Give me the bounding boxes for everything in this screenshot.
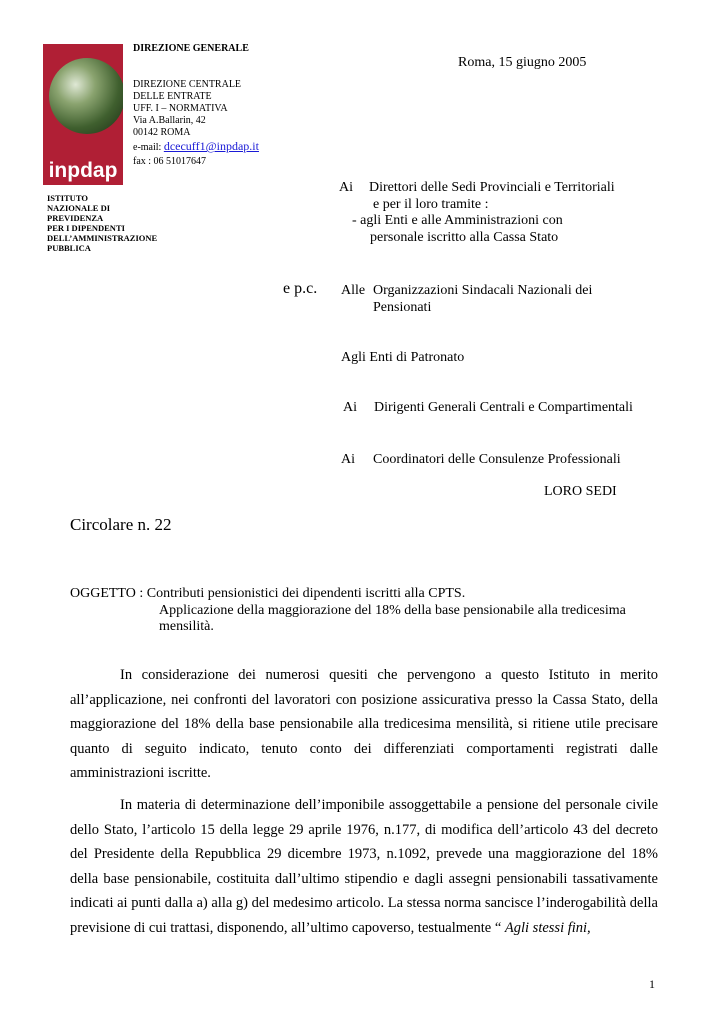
email-line: e-mail: dcecuff1@inpdap.it (133, 139, 259, 153)
page-number: 1 (649, 977, 655, 991)
oggetto-line2: Applicazione della maggiorazione del 18% della base pensionabile alla tredicesima (159, 603, 626, 618)
oggetto-line3: mensilità. (159, 619, 214, 634)
oggetto-line1: OGGETTO : Contributi pensionistici dei dipendenti iscritti alla CPTS. (70, 586, 466, 601)
paragraph-2: In materia di determinazione dell’imponibile assoggettabile a pensione del personale civile dello Stato, l’articolo 15 della legge 29 aprile 1976, n.177, di modifica dell’articolo 43 del decreto del Presidente della Repubblica 29 dicembre 1973, n.1092, prevede una maggiorazione del 18% della base pensionabile, costituita dall’ultimo stipendio e dagli assegni pensionabili tassativamente indicati ai punti dalla a) alla g) del medesimo articolo. La stessa norma sancisce l’inderogabilità della previsione di cui trattasi, disponendo, all’ultimo capoverso, testualmente “ Agli stessi fini, (70, 796, 658, 936)
recipient-alle-prefix: Alle (341, 283, 366, 298)
oggetto-label: OGGETTO : (70, 586, 147, 601)
recipient-pensionati: Pensionati (373, 300, 432, 315)
recipient-patronato: Agli Enti di Patronato (341, 350, 465, 365)
office-address: DIREZIONE CENTRALE DELLE ENTRATE UFF. I – NORMATIVA Via A.Ballarin, 42 00142 ROMA e-mail: dcecuff1@inpdap.it fax : 06 51017647 (133, 79, 259, 167)
institute-name: ISTITUTO NAZIONALE DI PREVIDENZA PER I DIPENDENTI DELL’AMMINISTRAZIONE PUBBLICA (47, 193, 158, 253)
email-link[interactable]: dcecuff1@inpdap.it (163, 139, 259, 153)
fax-line: fax : 06 51017647 (133, 156, 207, 167)
recipient-personale: personale iscritto alla Cassa Stato (370, 230, 559, 245)
circolare-title: Circolare n. 22 (70, 515, 172, 534)
recipient-ai2-prefix: Ai (343, 400, 357, 415)
recipient-sindacali: Organizzazioni Sindacali Nazionali dei (373, 283, 593, 298)
recipient-dirigenti: Dirigenti Generali Centrali e Compartimentali (374, 400, 633, 415)
globe-icon (49, 58, 123, 134)
epc-label: e p.c. (283, 280, 318, 297)
document-date: Roma, 15 giugno 2005 (458, 55, 587, 70)
recipient-tramite: e per il loro tramite : (373, 197, 489, 212)
body-text (70, 663, 658, 941)
recipient-direttori: Direttori delle Sedi Provinciali e Territoriali (369, 180, 615, 195)
department-title: DIREZIONE GENERALE (133, 43, 249, 54)
recipient-coordinatori: Coordinatori delle Consulenze Professionali (373, 452, 621, 467)
paragraph-2-italic: Agli stessi fini, (504, 919, 591, 936)
loro-sedi: LORO SEDI (544, 484, 617, 499)
recipient-enti: - agli Enti e alle Amministrazioni con (352, 213, 563, 228)
paragraph-1: In considerazione dei numerosi quesiti che pervengono a questo Istituto in merito all’applicazione, nei confronti del lavoratori con posizione assicurativa presso la Cassa Stato, della maggiorazione del 18% della base pensionabile alla tredicesima mensilità, si ritiene utile precisare quanto di seguito indicato, tenuto conto dei differenziati comportamenti registrati dalle amministrazioni iscritte. (70, 667, 658, 782)
inpdap-logo (43, 44, 123, 185)
recipient-ai-prefix: Ai (339, 180, 353, 195)
recipient-ai3-prefix: Ai (341, 452, 355, 467)
logo-wordmark: inpdap (48, 159, 118, 182)
